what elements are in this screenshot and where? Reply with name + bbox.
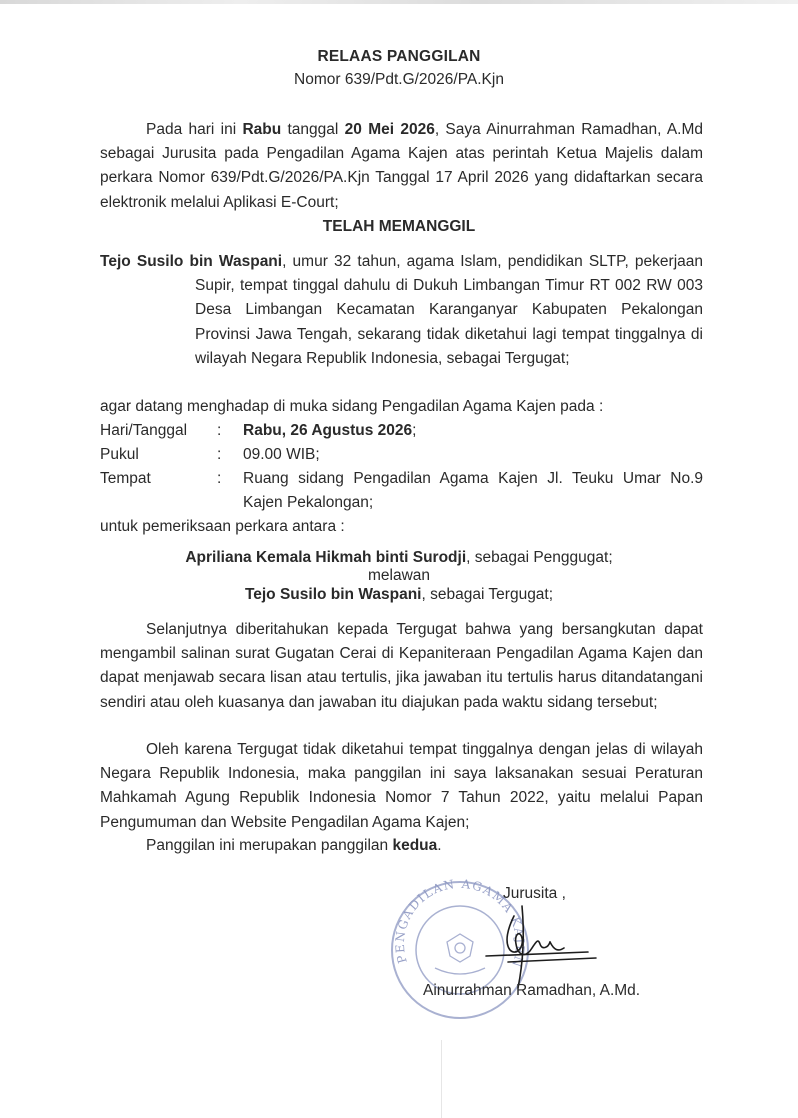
schedule-time-value: 09.00 WIB;	[243, 446, 320, 463]
defendant-party-role: , sebagai Tergugat;	[421, 586, 554, 603]
plaintiff-role: , sebagai Penggugat;	[466, 549, 613, 566]
document-number: Nomor 639/Pdt.G/2026/PA.Kjn	[294, 71, 504, 88]
schedule-time-label: Pukul	[100, 446, 139, 463]
plaintiff-line	[0, 548, 798, 568]
case-line: untuk pemeriksaan perkara antara :	[100, 518, 345, 535]
defendant-line	[0, 585, 798, 605]
plaintiff-name: Apriliana Kemala Hikmah binti Surodji	[185, 549, 467, 566]
opening-date: 20 Mei 2026	[344, 121, 435, 138]
schedule-day-value: Rabu, 26 Agustus 2026	[243, 422, 413, 439]
defendant-details: , umur 32 tahun, agama Islam, pendidikan SLTP, pekerjaan Supir, tempat tinggal dahulu di Dukuh Limbangan Timur RT 002 RW 003 Desa Limbangan Kecamatan Karanganyar Kabupaten Pekalongan Provinsi Jawa Tengah, sekarang tidak diketahui lagi tempat tinggalnya di wilayah Negara Republik Indonesia, sebagai Tergugat;	[195, 253, 703, 367]
summon-heading: TELAH MEMANGGIL	[322, 218, 476, 235]
schedule-place-label: Tempat	[100, 470, 151, 487]
opening-text-3: , Saya Ainurrahman Ramadhan, A.Md sebagai Jurusita pada Pengadilan Agama Kajen atas perintah Ketua Majelis dalam perkara Nomor 639/Pdt.G/2026/PA.Kjn Tanggal 17 April 2026 yang didaftarkan secara elektronik melalui Aplikasi E-Court;	[100, 121, 703, 211]
closing-paragraph	[100, 834, 703, 858]
defendant-party-name: Tejo Susilo bin Waspani	[244, 586, 422, 603]
closing-text: Panggilan ini merupakan panggilan	[146, 837, 393, 854]
closing-end: .	[437, 837, 442, 854]
document-title: RELAAS PANGGILAN	[317, 48, 481, 65]
opening-text-2: tanggal	[281, 121, 345, 138]
schedule-day-colon: :	[217, 422, 222, 439]
signatory-name: Ainurrahman Ramadhan, A.Md.	[423, 982, 641, 999]
schedule-day-suffix: ;	[412, 422, 417, 439]
opening-day: Rabu	[242, 121, 282, 138]
paper-fold-line	[441, 1040, 442, 1118]
attend-line: agar datang menghadap di muka sidang Pengadilan Agama Kajen pada :	[100, 398, 604, 415]
notice-text: Selanjutnya diberitahukan kepada Tergugat bahwa yang bersangkutan dapat mengambil salinan surat Gugatan Cerai di Kepaniteraan Pengadilan Agama Kajen dan dapat menjawab secara lisan atau tertulis, jika jawaban itu tertulis harus ditandatangani sendiri atau oleh kuasanya dan jawaban itu diajukan pada waktu sidang tersebut;	[100, 621, 703, 711]
reason-paragraph	[100, 738, 703, 835]
schedule-day-label: Hari/Tanggal	[100, 422, 188, 439]
notice-paragraph	[100, 618, 703, 715]
opening-paragraph	[100, 118, 703, 215]
opening-text-1: Pada hari ini	[146, 121, 243, 138]
scan-edge	[0, 0, 798, 4]
defendant-name: Tejo Susilo bin Waspani	[100, 253, 283, 270]
reason-text: Oleh karena Tergugat tidak diketahui tempat tinggalnya dengan jelas di wilayah Negara Republik Indonesia, maka panggilan ini saya laksanakan sesuai Peraturan Mahkamah Agung Republik Indonesia Nomor 7 Tahun 2022, yaitu melalui Papan Pengumuman dan Website Pengadilan Agama Kajen;	[100, 741, 703, 831]
versus-line: melawan	[367, 567, 431, 584]
defendant-identity	[100, 250, 703, 371]
schedule-day-value-wrap	[243, 419, 703, 443]
schedule-place-colon: :	[217, 470, 222, 487]
schedule-time-colon: :	[217, 446, 222, 463]
schedule-place-value: Ruang sidang Pengadilan Agama Kajen Jl. Teuku Umar No.9 Kajen Pekalongan;	[243, 470, 703, 512]
signature-title: Jurusita ,	[503, 885, 566, 902]
closing-emphasis: kedua	[392, 837, 438, 854]
seal-text: PENGADILAN AGAMA KAJEN	[392, 876, 528, 970]
